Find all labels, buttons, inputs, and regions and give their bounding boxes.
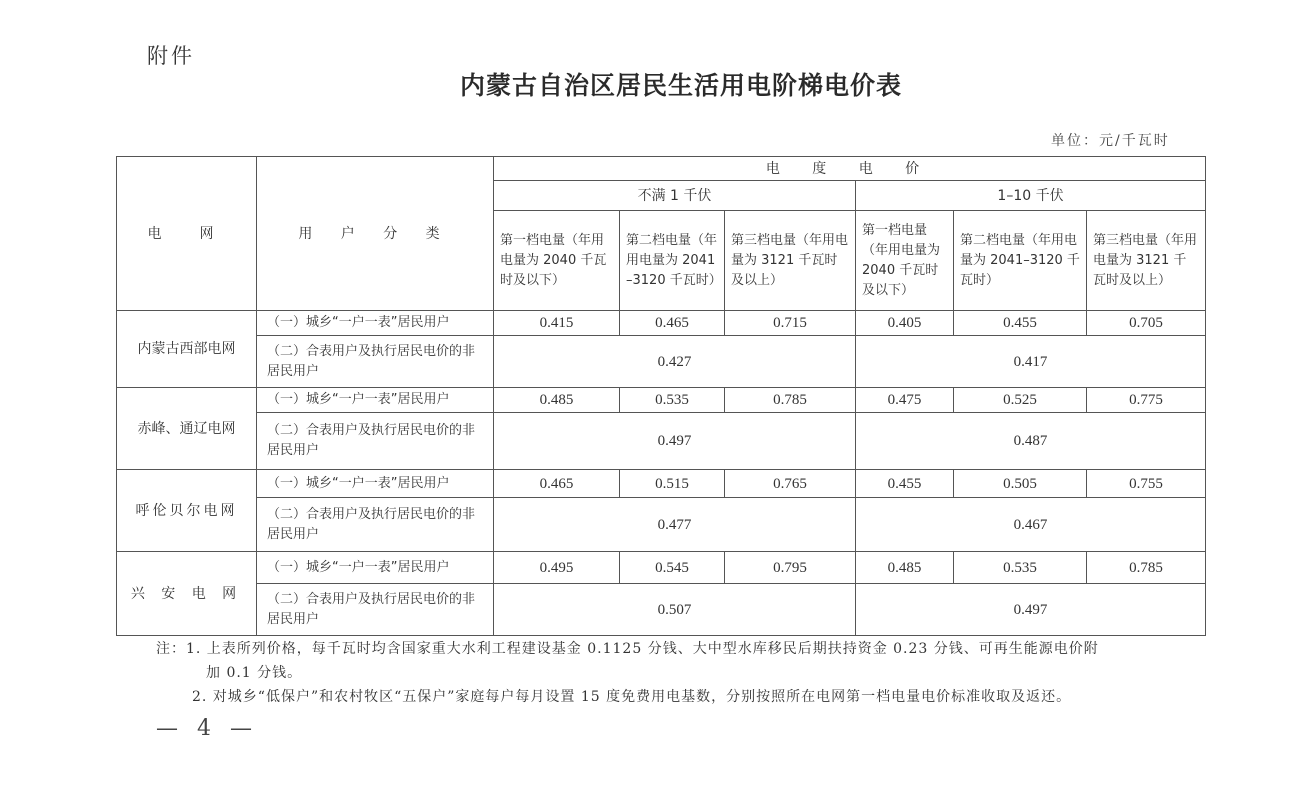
category-cell: （二）合表用户及执行居民电价的非居民用户 <box>257 584 494 636</box>
table-row <box>117 470 1206 498</box>
header-voltage-low: 不满 1 千伏 <box>494 181 856 211</box>
price-cell: 0.765 <box>725 470 856 498</box>
grid-name: 赤峰、通辽电网 <box>117 388 257 470</box>
price-cell: 0.705 <box>1087 311 1206 336</box>
price-cell: 0.485 <box>856 552 954 584</box>
price-cell: 0.485 <box>494 388 620 413</box>
price-cell: 0.415 <box>494 311 620 336</box>
price-cell: 0.785 <box>1087 552 1206 584</box>
price-cell: 0.515 <box>620 470 725 498</box>
table-row <box>117 388 1206 413</box>
category-cell: （一）城乡“一户一表”居民用户 <box>257 311 494 336</box>
price-cell: 0.455 <box>954 311 1087 336</box>
price-cell: 0.795 <box>725 552 856 584</box>
price-cell: 0.775 <box>1087 388 1206 413</box>
price-cell: 0.545 <box>620 552 725 584</box>
note-line-1: 注：1. 上表所列价格，每千瓦时均含国家重大水利工程建设基金 0.1125 分钱、大中型水库移民后期扶持资金 0.23 分钱、可再生能源电价附 <box>156 641 1099 657</box>
price-cell: 0.467 <box>856 498 1206 552</box>
price-cell: 0.427 <box>494 336 856 388</box>
table-row <box>117 311 1206 336</box>
table-row <box>117 413 1206 470</box>
price-cell: 0.487 <box>856 413 1206 470</box>
table-row <box>117 584 1206 636</box>
category-cell: （二）合表用户及执行居民电价的非居民用户 <box>257 336 494 388</box>
price-cell: 0.475 <box>856 388 954 413</box>
header-price: 电 度 电 价 <box>494 157 1206 181</box>
grid-name: 呼伦贝尔电网 <box>117 470 257 552</box>
category-cell: （二）合表用户及执行居民电价的非居民用户 <box>257 498 494 552</box>
category-cell: （一）城乡“一户一表”居民用户 <box>257 470 494 498</box>
page-title: 内蒙古自治区居民生活用电阶梯电价表 <box>459 71 902 100</box>
header-tier-3-low: 第三档电量（年用电量为 3121 千瓦时及以上） <box>725 211 856 311</box>
attachment-label: 附件 <box>147 44 195 68</box>
header-grid: 电 网 <box>117 157 257 311</box>
price-cell: 0.535 <box>954 552 1087 584</box>
price-cell: 0.455 <box>856 470 954 498</box>
category-cell: （二）合表用户及执行居民电价的非居民用户 <box>257 413 494 470</box>
header-tier-1-high: 第一档电量（年用电量为 2040 千瓦时及以下） <box>856 211 954 311</box>
table-row <box>117 336 1206 388</box>
price-cell: 0.535 <box>620 388 725 413</box>
category-cell: （一）城乡“一户一表”居民用户 <box>257 388 494 413</box>
price-cell: 0.507 <box>494 584 856 636</box>
note-line-2: 2. 对城乡“低保户”和农村牧区“五保户”家庭每户每月设置 15 度免费用电基数，分别按照所在电网第一档电量电价标准收取及返还。 <box>192 689 1072 705</box>
table-row <box>117 552 1206 584</box>
price-cell: 0.465 <box>494 470 620 498</box>
price-cell: 0.497 <box>494 413 856 470</box>
price-cell: 0.417 <box>856 336 1206 388</box>
price-table <box>116 156 1206 636</box>
note-line-1-cont: 加 0.1 分钱。 <box>206 665 303 681</box>
price-cell: 0.405 <box>856 311 954 336</box>
notes <box>156 637 1099 709</box>
header-voltage-high: 1–10 千伏 <box>856 181 1206 211</box>
page-number: — 4 — <box>156 716 258 741</box>
price-cell: 0.465 <box>620 311 725 336</box>
header-tier-2-high: 第二档电量（年用电量为 2041–3120 千瓦时） <box>954 211 1087 311</box>
price-cell: 0.497 <box>856 584 1206 636</box>
price-cell: 0.505 <box>954 470 1087 498</box>
grid-name: 兴 安 电 网 <box>117 552 257 636</box>
price-cell: 0.755 <box>1087 470 1206 498</box>
price-cell: 0.785 <box>725 388 856 413</box>
category-cell: （一）城乡“一户一表”居民用户 <box>257 552 494 584</box>
unit-label: 单位：元/千瓦时 <box>1051 133 1170 149</box>
price-cell: 0.525 <box>954 388 1087 413</box>
header-tier-3-high: 第三档电量（年用电量为 3121 千瓦时及以上） <box>1087 211 1206 311</box>
header-tier-2-low: 第二档电量（年用电量为 2041–3120 千瓦时） <box>620 211 725 311</box>
grid-name: 内蒙古西部电网 <box>117 311 257 388</box>
header-category: 用 户 分 类 <box>257 157 494 311</box>
price-cell: 0.495 <box>494 552 620 584</box>
price-cell: 0.477 <box>494 498 856 552</box>
table-row <box>117 498 1206 552</box>
price-cell: 0.715 <box>725 311 856 336</box>
header-tier-1-low: 第一档电量（年用电量为 2040 千瓦时及以下） <box>494 211 620 311</box>
